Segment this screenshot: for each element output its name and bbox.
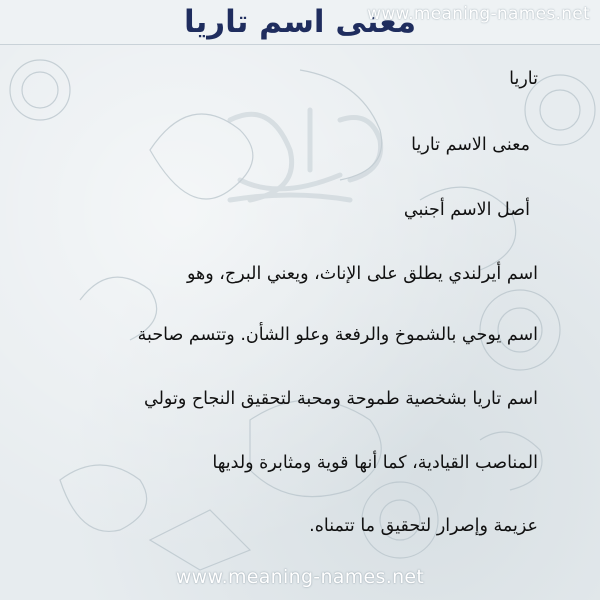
site-watermark-top: www.meaning-names.net — [367, 4, 590, 24]
name-line: تاريا — [509, 69, 538, 89]
origin-line: أصل الاسم أجنبي — [403, 200, 530, 220]
page-title: معنى اسم تاريا — [183, 4, 417, 40]
description-line-4: المناصب القيادية، كما أنها قوية ومثابرة ولديها — [212, 453, 538, 473]
description-line-3: اسم تاريا بشخصية طموحة ومحبة لتحقيق النجاح وتولي — [144, 389, 538, 409]
meaning-line: معنى الاسم تاريا — [411, 135, 530, 155]
site-watermark-bottom: www.meaning-names.net — [175, 566, 425, 588]
description-line-1: اسم أيرلندي يطلق على الإناث، ويعني البرج، وهو — [186, 264, 538, 284]
description-line-2: اسم يوحي بالشموخ والرفعة وعلو الشأن. وتتسم صاحبة — [137, 325, 538, 345]
description-line-5: عزيمة وإصرار لتحقيق ما تتمناه. — [309, 516, 538, 536]
